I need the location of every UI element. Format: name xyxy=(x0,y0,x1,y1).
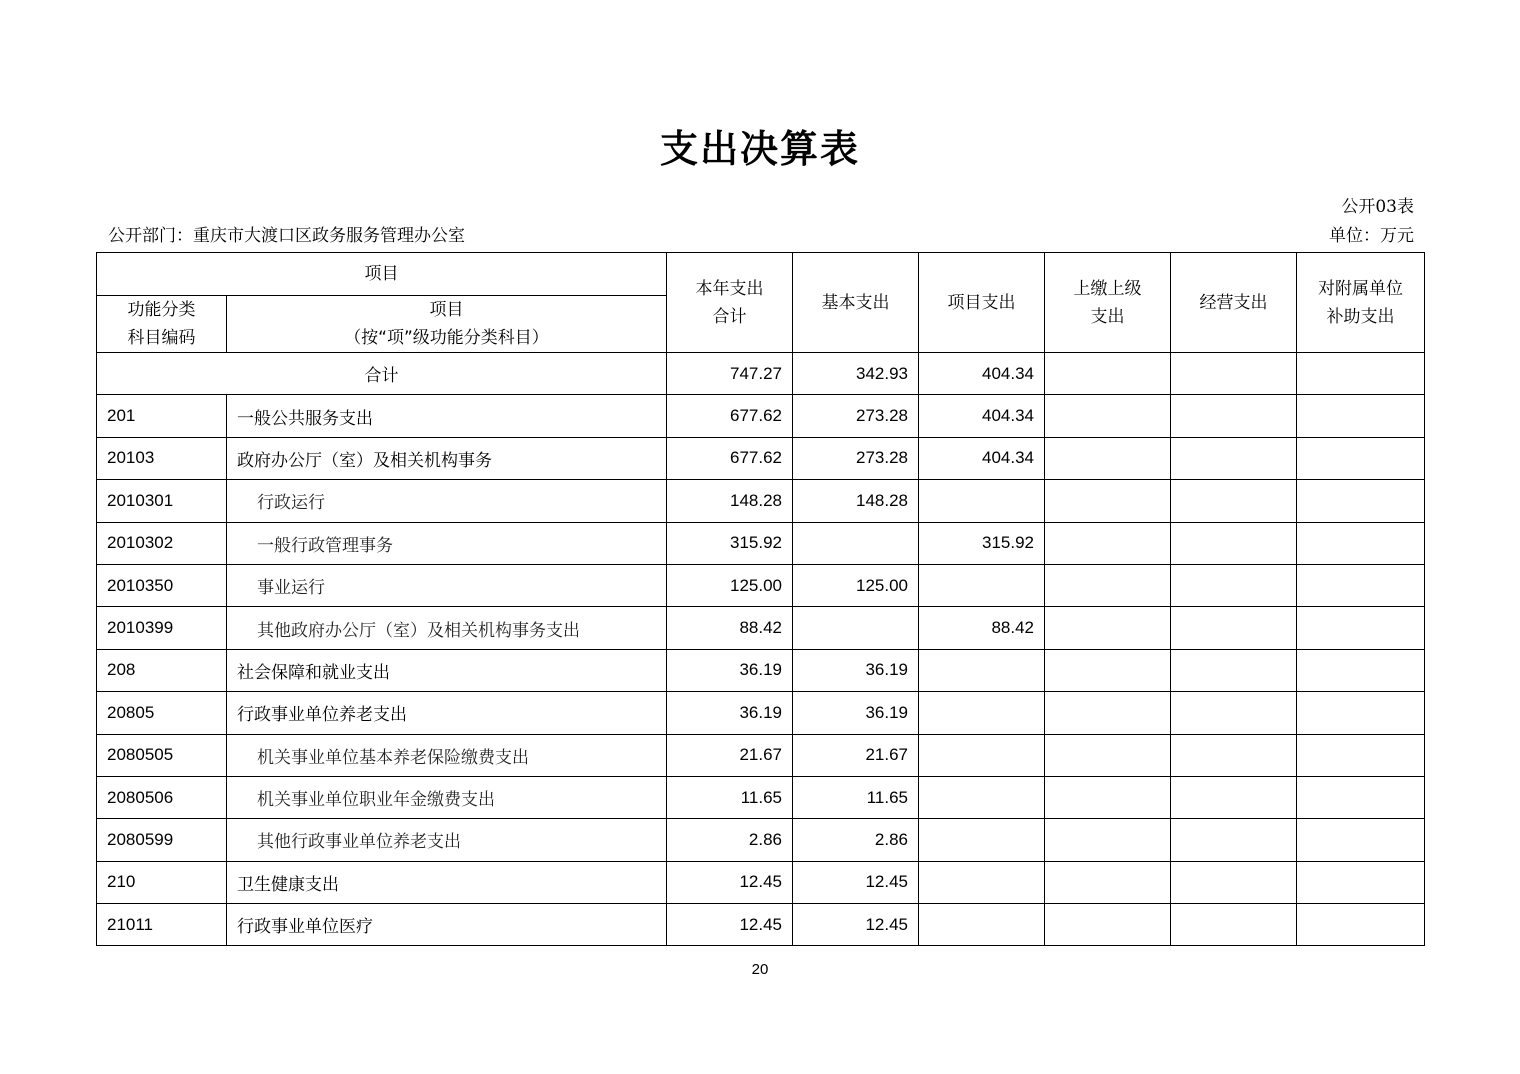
row-total: 2.86 xyxy=(667,819,793,861)
row-name: 行政运行 xyxy=(227,480,667,522)
table-row xyxy=(97,607,1425,649)
row-code: 2010399 xyxy=(97,607,227,649)
row-business xyxy=(1171,480,1297,522)
row-basic: 2.86 xyxy=(793,819,919,861)
row-total: 36.19 xyxy=(667,692,793,734)
page-number: 20 xyxy=(751,961,769,978)
row-total: 12.45 xyxy=(667,861,793,903)
row-subsidy xyxy=(1297,776,1425,818)
row-upper xyxy=(1045,395,1171,437)
row-business xyxy=(1171,692,1297,734)
row-subsidy xyxy=(1297,904,1425,946)
total-upper xyxy=(1045,353,1171,395)
row-upper xyxy=(1045,564,1171,606)
row-business xyxy=(1171,819,1297,861)
row-total: 36.19 xyxy=(667,649,793,691)
total-project: 404.34 xyxy=(919,353,1045,395)
row-project xyxy=(919,564,1045,606)
row-code: 208 xyxy=(97,649,227,691)
row-code: 2010350 xyxy=(97,564,227,606)
row-name: 行政事业单位养老支出 xyxy=(227,692,667,734)
table-row xyxy=(97,480,1425,522)
row-total: 677.62 xyxy=(667,437,793,479)
row-subsidy xyxy=(1297,692,1425,734)
header-subsidy-line2: 补助支出 xyxy=(1326,306,1395,327)
row-name: 政府办公厅（室）及相关机构事务 xyxy=(227,437,667,479)
row-business xyxy=(1171,564,1297,606)
table-row xyxy=(97,861,1425,903)
table-body xyxy=(97,395,1425,946)
row-total: 315.92 xyxy=(667,522,793,564)
row-project xyxy=(919,692,1045,734)
row-basic: 36.19 xyxy=(793,692,919,734)
row-subsidy xyxy=(1297,480,1425,522)
row-basic xyxy=(793,607,919,649)
header-code-line1: 功能分类 xyxy=(127,300,196,320)
row-project xyxy=(919,480,1045,522)
row-subsidy xyxy=(1297,395,1425,437)
row-code: 2010302 xyxy=(97,522,227,564)
page-title: 支出决算表 xyxy=(659,127,860,171)
row-subsidy xyxy=(1297,861,1425,903)
row-business xyxy=(1171,395,1297,437)
row-total: 677.62 xyxy=(667,395,793,437)
row-name: 事业运行 xyxy=(227,564,667,606)
row-project: 88.42 xyxy=(919,607,1045,649)
row-business xyxy=(1171,861,1297,903)
row-business xyxy=(1171,734,1297,776)
row-total: 21.67 xyxy=(667,734,793,776)
table-row xyxy=(97,819,1425,861)
row-project xyxy=(919,904,1045,946)
row-business xyxy=(1171,607,1297,649)
row-project xyxy=(919,649,1045,691)
expenditure-table xyxy=(96,252,1425,946)
row-code: 2080599 xyxy=(97,819,227,861)
row-name: 卫生健康支出 xyxy=(227,861,667,903)
row-business xyxy=(1171,904,1297,946)
row-business xyxy=(1171,649,1297,691)
table-row xyxy=(97,395,1425,437)
row-upper xyxy=(1045,437,1171,479)
header-subsidy-line1: 对附属单位 xyxy=(1318,278,1403,299)
header-name xyxy=(227,296,667,353)
table-row xyxy=(97,776,1425,818)
header-row-1 xyxy=(97,253,1425,296)
row-basic: 125.00 xyxy=(793,564,919,606)
row-basic: 21.67 xyxy=(793,734,919,776)
header-basic: 基本支出 xyxy=(793,253,919,353)
table-row xyxy=(97,692,1425,734)
header-upper-line2: 支出 xyxy=(1090,306,1125,327)
row-code: 2080506 xyxy=(97,776,227,818)
row-code: 2010301 xyxy=(97,480,227,522)
row-total: 148.28 xyxy=(667,480,793,522)
row-project xyxy=(919,776,1045,818)
table-row xyxy=(97,564,1425,606)
row-upper xyxy=(1045,904,1171,946)
row-upper xyxy=(1045,692,1171,734)
row-upper xyxy=(1045,861,1171,903)
row-project xyxy=(919,861,1045,903)
row-upper xyxy=(1045,776,1171,818)
table-row xyxy=(97,904,1425,946)
unit-label: 单位：万元 xyxy=(1329,226,1414,246)
row-code: 21011 xyxy=(97,904,227,946)
total-total: 747.27 xyxy=(667,353,793,395)
row-upper xyxy=(1045,819,1171,861)
header-item: 项目 xyxy=(97,253,667,296)
total-row xyxy=(97,353,1425,395)
row-name: 行政事业单位医疗 xyxy=(227,904,667,946)
row-project xyxy=(919,734,1045,776)
row-name: 其他政府办公厅（室）及相关机构事务支出 xyxy=(227,607,667,649)
row-code: 210 xyxy=(97,861,227,903)
row-total: 12.45 xyxy=(667,904,793,946)
row-project: 404.34 xyxy=(919,437,1045,479)
row-name: 一般行政管理事务 xyxy=(227,522,667,564)
header-total xyxy=(667,253,793,353)
row-upper xyxy=(1045,734,1171,776)
row-project: 315.92 xyxy=(919,522,1045,564)
row-code: 2080505 xyxy=(97,734,227,776)
row-total: 125.00 xyxy=(667,564,793,606)
row-basic: 12.45 xyxy=(793,861,919,903)
row-upper xyxy=(1045,522,1171,564)
row-name: 机关事业单位职业年金缴费支出 xyxy=(227,776,667,818)
table-row xyxy=(97,437,1425,479)
row-business xyxy=(1171,437,1297,479)
row-basic xyxy=(793,522,919,564)
header-upper xyxy=(1045,253,1171,353)
row-basic: 12.45 xyxy=(793,904,919,946)
header-name-line1: 项目 xyxy=(429,300,464,320)
row-basic: 273.28 xyxy=(793,437,919,479)
row-total: 88.42 xyxy=(667,607,793,649)
row-total: 11.65 xyxy=(667,776,793,818)
header-upper-line1: 上缴上级 xyxy=(1073,278,1142,299)
total-business xyxy=(1171,353,1297,395)
header-project: 项目支出 xyxy=(919,253,1045,353)
department-label: 公开部门：重庆市大渡口区政务服务管理办公室 xyxy=(108,226,465,246)
row-name: 机关事业单位基本养老保险缴费支出 xyxy=(227,734,667,776)
row-business xyxy=(1171,522,1297,564)
total-basic: 342.93 xyxy=(793,353,919,395)
row-name: 其他行政事业单位养老支出 xyxy=(227,819,667,861)
header-name-line2: （按“项”级功能分类科目） xyxy=(344,328,549,348)
header-code xyxy=(97,296,227,353)
header-total-line2: 合计 xyxy=(712,306,747,327)
row-upper xyxy=(1045,607,1171,649)
row-subsidy xyxy=(1297,437,1425,479)
row-project: 404.34 xyxy=(919,395,1045,437)
header-total-line1: 本年支出 xyxy=(695,278,764,299)
header-subsidy xyxy=(1297,253,1425,353)
row-subsidy xyxy=(1297,522,1425,564)
row-subsidy xyxy=(1297,819,1425,861)
row-name: 社会保障和就业支出 xyxy=(227,649,667,691)
header-code-line2: 科目编码 xyxy=(127,328,196,348)
header-business: 经营支出 xyxy=(1171,253,1297,353)
row-upper xyxy=(1045,649,1171,691)
row-basic: 36.19 xyxy=(793,649,919,691)
row-subsidy xyxy=(1297,607,1425,649)
row-code: 201 xyxy=(97,395,227,437)
row-code: 20103 xyxy=(97,437,227,479)
row-basic: 148.28 xyxy=(793,480,919,522)
table-row xyxy=(97,522,1425,564)
row-basic: 11.65 xyxy=(793,776,919,818)
row-subsidy xyxy=(1297,734,1425,776)
row-project xyxy=(919,819,1045,861)
form-number: 公开03表 xyxy=(1341,197,1414,217)
total-label: 合计 xyxy=(97,353,667,395)
row-code: 20805 xyxy=(97,692,227,734)
row-business xyxy=(1171,776,1297,818)
row-upper xyxy=(1045,480,1171,522)
table-row xyxy=(97,649,1425,691)
row-name: 一般公共服务支出 xyxy=(227,395,667,437)
row-subsidy xyxy=(1297,649,1425,691)
table-row xyxy=(97,734,1425,776)
row-basic: 273.28 xyxy=(793,395,919,437)
row-subsidy xyxy=(1297,564,1425,606)
total-subsidy xyxy=(1297,353,1425,395)
